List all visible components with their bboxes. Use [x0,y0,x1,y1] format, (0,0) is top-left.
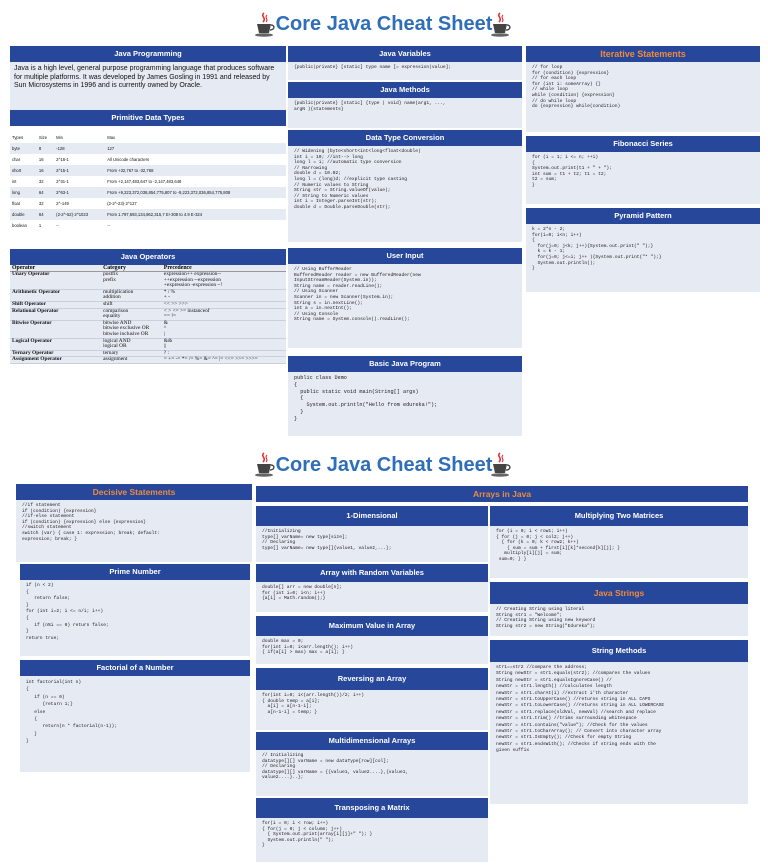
table-cell: shift [101,301,162,308]
java-operators-panel [10,249,286,419]
java-methods-header: Java Methods [288,82,522,98]
page-title: Core Java Cheat Sheet [275,454,493,476]
table-cell: boolean [12,223,27,228]
java-methods-panel [288,82,522,128]
table-cell: short [12,168,22,173]
table-cell: long [12,190,20,195]
code-block: for(i = 0; i < row; i++) { for(j = 0; j < column; j++) { System.out.print(array[i][j]+" "); } System.out.println(" "); } [262,821,373,849]
table-cell: double [12,212,25,217]
code-block: double max = 0; for(int i=0; i<arr.length(); i++) { if(a[i] > max) max = a[i]; } [262,639,353,656]
table-row [10,165,286,176]
table-row [10,198,286,209]
string-methods-header: String Methods [490,640,748,662]
table-cell: & ^ | [162,320,286,338]
iterative-statements-header: Iterative Statements [526,46,760,62]
table-cell: 16 [38,157,44,162]
table-cell: assignment [101,357,162,364]
table-cell: Arithmetic Operator [10,289,101,301]
table-cell: 32 [38,179,44,184]
string-methods-panel [490,640,748,804]
column-header: Min [56,135,63,140]
table-row [10,154,286,165]
table-cell: 2^15-1 [56,168,69,173]
table-cell: 2^16-1 [56,157,69,162]
code-block: for (i = 1; i <= n; ++i) { System.out.print(t1 + " + "); int sum = t1 + t2; t1 = t2; t2 = sum; } [532,155,612,188]
one-dimensional-header: 1-Dimensional [256,506,488,526]
table-row [10,176,286,187]
java-operators-header: Java Operators [10,249,286,265]
table-cell: = += -= *= /= %= &= ^= |= <<= >>= >>>= [162,357,286,364]
column-header: Max [107,135,116,140]
table-cell: && || [162,338,286,350]
table-cell: From 1.797,693,134,862,315,7 E+308 to 4.9 E-324 [107,212,203,217]
table-cell: expression++ expression-- ++expression --expression +expression -expression ~! [162,272,286,290]
table-cell: 2^63-1 [56,190,69,195]
basic-program-header: Basic Java Program [288,356,522,372]
table-cell: All Unicode characters [107,157,150,162]
transpose-panel [256,798,488,862]
table-cell: From +2,147,483,647 to -2,147,483,648 [107,179,182,184]
table-cell: Shift Operator [10,301,101,308]
table-cell: 1 [38,223,42,228]
table-cell: << >> >>> [162,301,286,308]
table-row [10,357,286,364]
pyramid-panel [526,208,760,292]
java-strings-panel [490,582,748,636]
primitive-types-panel [10,110,286,248]
table-cell: Relational Operator [10,308,101,320]
multidimensional-panel [256,732,488,796]
user-input-header: User Input [288,248,522,264]
primitive-types-header: Primitive Data Types [10,110,286,126]
table-cell: -- [56,223,59,228]
table-cell: -128 [56,146,65,151]
table-cell: Ternary Operator [10,350,101,357]
table-row [10,320,286,338]
multidimensional-header: Multidimensional Arrays [256,732,488,750]
table-row [10,187,286,198]
reverse-array-header: Reversing an Array [256,668,488,690]
column-header: Precedence [162,265,286,272]
java-variables-panel [288,46,522,80]
max-value-panel [256,616,488,664]
arrays-header: Arrays in Java [256,486,748,502]
table-cell: < > <= >= instanceof == != [162,308,286,320]
table-cell: 127 [107,146,115,151]
table-cell: Unary Operator [10,272,101,290]
pyramid-header: Pyramid Pattern [526,208,760,224]
code-block: // Creating String using literal String str1 = "Welcome"; // Creating String using new keyword String str2 = new String("Edureka"); [496,607,596,629]
table-row [10,308,286,320]
column-header: Category [101,265,162,272]
table-cell: bitwise AND bitwise exclusive OR bitwise inclusive OR [101,320,162,338]
code-block: double[] arr = new double[n]; for (int i=0; i<n; i++) {a[i] = Math.random();} [262,585,342,602]
prime-number-header: Prime Number [20,564,250,580]
max-value-header: Maximum Value in Array [256,616,488,636]
table-cell: ? : [162,350,286,357]
java-programming-header: Java Programming [10,46,286,62]
table-row [10,338,286,350]
user-input-panel [288,248,522,348]
table-cell: From +9,223,372,036,854,775,807 to -9,223,372,036,854,775,808 [107,190,231,195]
table-cell: byte [12,146,20,151]
page-title: Core Java Cheat Sheet [275,13,493,35]
code-block: //if statement if (condition) {expression} //if-else statement if (condition) {expression} else {expression} //switch statement switch (var) { case 1: expression; break; default: expression; break; } [22,503,160,542]
table-cell: -- [107,223,110,228]
code-block: // Using BufferReader BufferedReader reader = new BufferedReader(new InputStreamReader(System.in)); String name = reader.readLine(); // Using Scanner Scanner in = new Scanner(System.in); String s = in.nextLine(); int a = in.nextInt(); // Using Console String name = System.console().readLine(); [294,267,421,323]
table-cell: 32 [38,201,44,206]
table-cell: multiplication addition [101,289,162,301]
code-block: // Initializing datatype[][] varName = new dataType[row][col]; // Declaring datatype[][] varName = {{value1, value2....},{value1, value2....}..}; [262,753,409,781]
code-block: {public|private} [static] {type | void} name(arg1, ..., argN ){statements} [294,101,446,112]
code-block: //Initializing type[] varName= new type[size]; // Declaring type[] varName= new type[]{value1, value2,...}; [262,529,392,551]
fibonacci-header: Fibonacci Series [526,136,760,152]
operators-table [10,265,286,364]
decisive-statements-panel [16,484,252,562]
table-header-row [10,132,286,143]
table-cell: postfix prefix [101,272,162,290]
table-cell: (2-2^-52)·2^1023 [56,212,89,217]
data-type-conversion-panel [288,130,522,242]
reverse-array-panel [256,668,488,730]
random-array-header: Array with Random Variables [256,564,488,582]
table-row [10,289,286,301]
table-row [10,272,286,290]
column-header: Size [38,135,48,140]
code-block: str1==str2 //compare the address; String newStr = str1.equals(str2); //compares the values String newStr = str1.equalsIgnoreCase() // newStr = str1.length() //calculates length newStr = str1.charAt(i) //extract i'th character newStr = str1.toUpperCase() //returns string in ALL CAPS newStr = str1.toLowerCase() //returns string in ALL LOWERCASE newStr = str1.replace(oldVal, newVal) //search and replace newStr = str1.trim() //trims surrounding whitespace newStr = str1.contains("value"); //Check for the values newStr = str1.toCharArray(); // Convert into character array newStr = str1.IsEmpty(); //Check for empty String newStr = str1.endsWith(); //Checks if string ends with the given suffix [496,665,665,754]
table-cell: Assignment Operator [10,357,101,364]
random-array-panel [256,564,488,612]
table-cell: (2-2^-23)·2^127 [107,201,137,206]
table-cell: ternary [101,350,162,357]
table-row [10,220,286,231]
basic-program-panel [288,356,522,436]
table-cell: 64 [38,190,44,195]
table-cell: logical AND logical OR [101,338,162,350]
table-cell: char [12,157,21,162]
one-dimensional-panel [256,506,488,562]
prime-number-panel [20,564,250,656]
table-row [10,143,286,154]
java-programming-panel [10,46,286,110]
transpose-header: Transposing a Matrix [256,798,488,818]
table-cell: 2^-149 [56,201,69,206]
code-block: if (n < 2) { return false; } for (int i=2; i <= n/i; i++) { if (n%i == 0) return false; } return true; [26,583,109,641]
column-header: Types [12,135,24,140]
table-cell: 2^31-1 [56,179,69,184]
table-cell: Bitwise Operator [10,320,101,338]
factorial-header: Factorial of a Number [20,660,250,676]
table-cell: Logical Operator [10,338,101,350]
table-cell: * / % + - [162,289,286,301]
code-block: for (i = 0; i < row1; i++) { for (j = 0; j < col2; j++) { for (k = 0; k < row2; k++) { sum = sum + first[i][k]*second[k][j]; } multiply[i][j] = sum; sum=0; } } [496,529,621,562]
code-block: {public|private} [static] type name [= expression|value]; [294,65,452,70]
code-block: // Widening (byte<short<int<long<float<double) int i = 10; //int--> long long l = i; //automatic type conversion // Narrowing double d = 10.02; long l = (long)d; //explicit type casting // Numeric values to String String str = String.valueOf(value); // String to Numeric values int i = Integer.parseInt(str); double d = Double.parseDouble(str); [294,149,421,210]
table-cell: 64 [38,212,44,217]
table-cell: float [12,201,20,206]
table-cell: int [12,179,17,184]
column-header: Operator [10,265,101,272]
code-block: k = 2*n - 2; for(i=0; i<n; i++) { for(j=0; j<k; j++){System.out.print(" ");} k = k - 1; for(j=0; j<=i; j++ ){System.out.print("* ");} System.out.println(); } [532,227,662,272]
multiply-matrices-panel [490,506,748,578]
factorial-panel [20,660,250,772]
table-row [10,209,286,220]
java-programming-text: Java is a high level, general purpose programming language that produces software for multiple platforms. It was developed by James Gosling in 1991 and released by Sun Microsystems in 1996 and is currently owned by Oracle. [14,65,275,90]
iterative-statements-panel [526,46,760,132]
table-cell: 8 [38,146,42,151]
java-strings-header: Java Strings [490,582,748,604]
primitive-types-table [10,132,286,231]
table-cell: From +32,767 to -32,768 [107,168,154,173]
fibonacci-panel [526,136,760,204]
multiply-matrices-header: Multiplying Two Matrices [490,506,748,526]
java-cup-icon [490,12,512,38]
decisive-statements-header: Decisive Statements [16,484,252,500]
code-block: for(int i=0; i<(arr.length())/2; i++) { double temp = a[i]; a[i] = a[n-1-i]; a[n-1-i] = temp; } [262,693,364,715]
code-block: int factorial(int n) { if (n == 0) {return 1;} else { return(n * factorial(n-1)); } } [26,680,117,745]
table-cell: comparison equality [101,308,162,320]
java-variables-header: Java Variables [288,46,522,62]
java-cup-icon [490,452,512,478]
data-type-conversion-header: Data Type Conversion [288,130,522,146]
code-block: // for loop for (condition) {expression} // for each loop for (int i: someArray) {} // while loop while (condition) {expression} // do while loop do {expression} while(condition) [532,65,621,110]
table-cell: 16 [38,168,44,173]
code-block: public class Demo { public static void main(String[] args) { System.out.println("Hello from edureka!"); } } [294,375,438,422]
